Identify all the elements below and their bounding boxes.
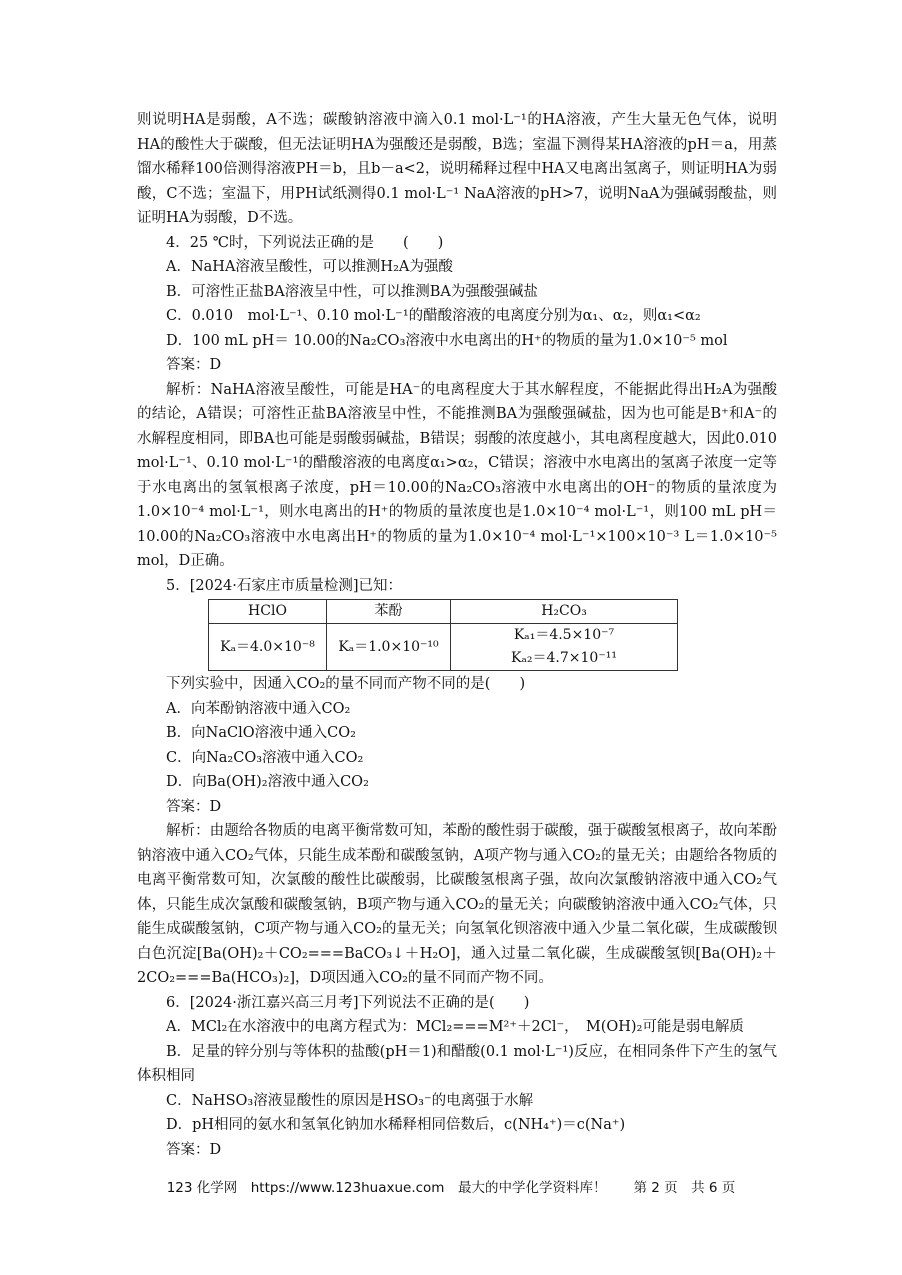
- paragraph-q4: 4．25 ℃时，下列说法正确的是 ( ): [166, 234, 444, 251]
- paragraph-q5ans: 答案：D: [166, 798, 222, 815]
- paragraph-q5: 5．[2024·石家庄市质量检测]已知：: [166, 577, 403, 594]
- paragraph-q4a: A．NaHA溶液呈酸性，可以推测H₂A为强酸: [166, 259, 453, 275]
- paragraph-q5c: C．向Na₂CO₃溶液中通入CO₂: [166, 749, 364, 766]
- table-header-phenol: 苯酚: [327, 600, 451, 624]
- table-cell-h2co3-ka1: Kₐ₁＝4.5×10⁻⁷: [513, 627, 615, 643]
- ka-constants-table: [208, 599, 678, 671]
- paragraph-q4c: C．0.010 mol·L⁻¹、0.10 mol·L⁻¹的醋酸溶液的电离度分别为α₁、α₂，则α₁<α₂: [166, 308, 701, 324]
- paragraph-q4ans: 答案：D: [166, 357, 222, 373]
- page-footer: 123 化学网 https://www.123huaxue.com 最大的中学化学资料库！ 第 2 页 共 6 页: [166, 1180, 736, 1196]
- table-header-hclo: HClO: [209, 600, 327, 624]
- paragraph-q6d: D．pH相同的氨水和氢氧化钠加水稀释相同倍数后，c(NH₄⁺)＝c(Na⁺): [166, 1117, 626, 1133]
- paragraph-q6: 6．[2024·浙江嘉兴高三月考]下列说法不正确的是( ): [166, 994, 530, 1011]
- paragraph-q6b: B．足量的锌分别与等体积的盐酸(pH＝1)和醋酸(0.1 mol·L⁻¹)反应，在相同条件下产生的氢气体积相同: [137, 1043, 777, 1084]
- paragraph-q5s: 下列实验中，因通入CO₂的量不同而产物不同的是( ): [166, 676, 526, 692]
- paragraph-q6ans: 答案：D: [166, 1141, 222, 1158]
- paragraph-q5a: A．向苯酚钠溶液中通入CO₂: [166, 700, 351, 717]
- paragraph-q5exp: 解析：由题给各物质的电离平衡常数可知，苯酚的酸性弱于碳酸，强于碳酸氢根离子，故向苯酚钠溶液中通入CO₂气体，只能生成苯酚和碳酸氢钠，A项产物与通入CO₂的量无关；由题给各物质的电离平衡常数可知，次氯酸的酸性比碳酸弱，比碳酸氢根离子强，故向次氯酸钠溶液中通入CO₂气体，只能生成次氯酸和碳酸氢钠，B项产物与通入CO₂的量无关；向碳酸钠溶液中通入CO₂气体，只能生成碳酸氢钠，C项产物与通入CO₂的量无关；向氢氧化钡溶液中通入少量二氧化碳，生成碳酸钡白色沉淀[Ba(OH)₂＋CO₂===BaCO₃↓＋H₂O]，通入过量二氧化碳，生成碳酸氢钡[Ba(OH)₂＋2CO₂===Ba(HCO₃)₂]，D项因通入CO₂的量不同而产物不同。: [137, 823, 777, 986]
- paragraph-q5d: D．向Ba(OH)₂溶液中通入CO₂: [166, 774, 369, 790]
- paragraph-q6c: C．NaHSO₃溶液显酸性的原因是HSO₃⁻的电离强于水解: [166, 1092, 534, 1109]
- paragraph-q5b: B．向NaClO溶液中通入CO₂: [166, 725, 356, 741]
- table-cell-h2co3-ka2: Kₐ₂＝4.7×10⁻¹¹: [511, 650, 617, 666]
- table-cell-phenol-ka: Kₐ＝1.0×10⁻¹⁰: [327, 624, 451, 671]
- paragraph-q4exp: 解析：NaHA溶液呈酸性，可能是HA⁻的电离程度大于其水解程度，不能据此得出H₂A为强酸的结论，A错误；可溶性正盐BA溶液呈中性，不能推测BA为强酸强碱盐，因为也可能是B⁺和A⁻的水解程度相同，即BA也可能是弱酸弱碱盐，B错误；弱酸的浓度越小，其电离程度越大，因此0.010 mol·L⁻¹、0.10 mol·L⁻¹的醋酸溶液的电离度α₁>α₂，C错误；溶液中水电离出的氢离子浓度一定等于水电离出的氢氧根离子浓度，pH＝10.00的Na₂CO₃溶液中水电离出的OH⁻的物质的量浓度为1.0×10⁻⁴ mol·L⁻¹，则水电离出的H⁺的物质的量浓度也是1.0×10⁻⁴ mol·L⁻¹，则100 mL pH＝10.00的Na₂CO₃溶液中水电离出H⁺的物质的量为1.0×10⁻⁴ mol·L⁻¹×100×10⁻³ L＝1.0×10⁻⁵ mol，D正确。: [137, 381, 777, 569]
- paragraph-q4d: D．100 mL pH＝ 10.00的Na₂CO₃溶液中水电离出的H⁺的物质的量为1.0×10⁻⁵ mol: [166, 332, 728, 349]
- table-cell-hclo-ka: Kₐ＝4.0×10⁻⁸: [209, 624, 327, 671]
- paragraph-q4b: B．可溶性正盐BA溶液呈中性，可以推测BA为强酸强碱盐: [166, 283, 538, 300]
- document-body: [137, 108, 777, 1162]
- table-header-h2co3: H₂CO₃: [451, 600, 678, 624]
- table-cell-h2co3-ka: [451, 624, 678, 671]
- paragraph-p1: 则说明HA是弱酸，A不选；碳酸钠溶液中滴入0.1 mol·L⁻¹的HA溶液，产生大量无色气体，说明HA的酸性大于碳酸，但无法证明HA为强酸还是弱酸，B选；室温下测得某HA溶液的pH＝a，用蒸馏水稀释100倍测得溶液PH＝b，且b－a<2，说明稀释过程中HA又电离出氢离子，则证明HA为弱酸，C不选；室温下，用PH试纸测得0.1 mol·L⁻¹ NaA溶液的pH>7，说明NaA为强碱弱酸盐，则证明HA为弱酸，D不选。: [137, 112, 777, 226]
- paragraph-q6a: A．MCl₂在水溶液中的电离方程式为：MCl₂===M²⁺＋2Cl⁻， M(OH)₂可能是弱电解质: [166, 1019, 744, 1035]
